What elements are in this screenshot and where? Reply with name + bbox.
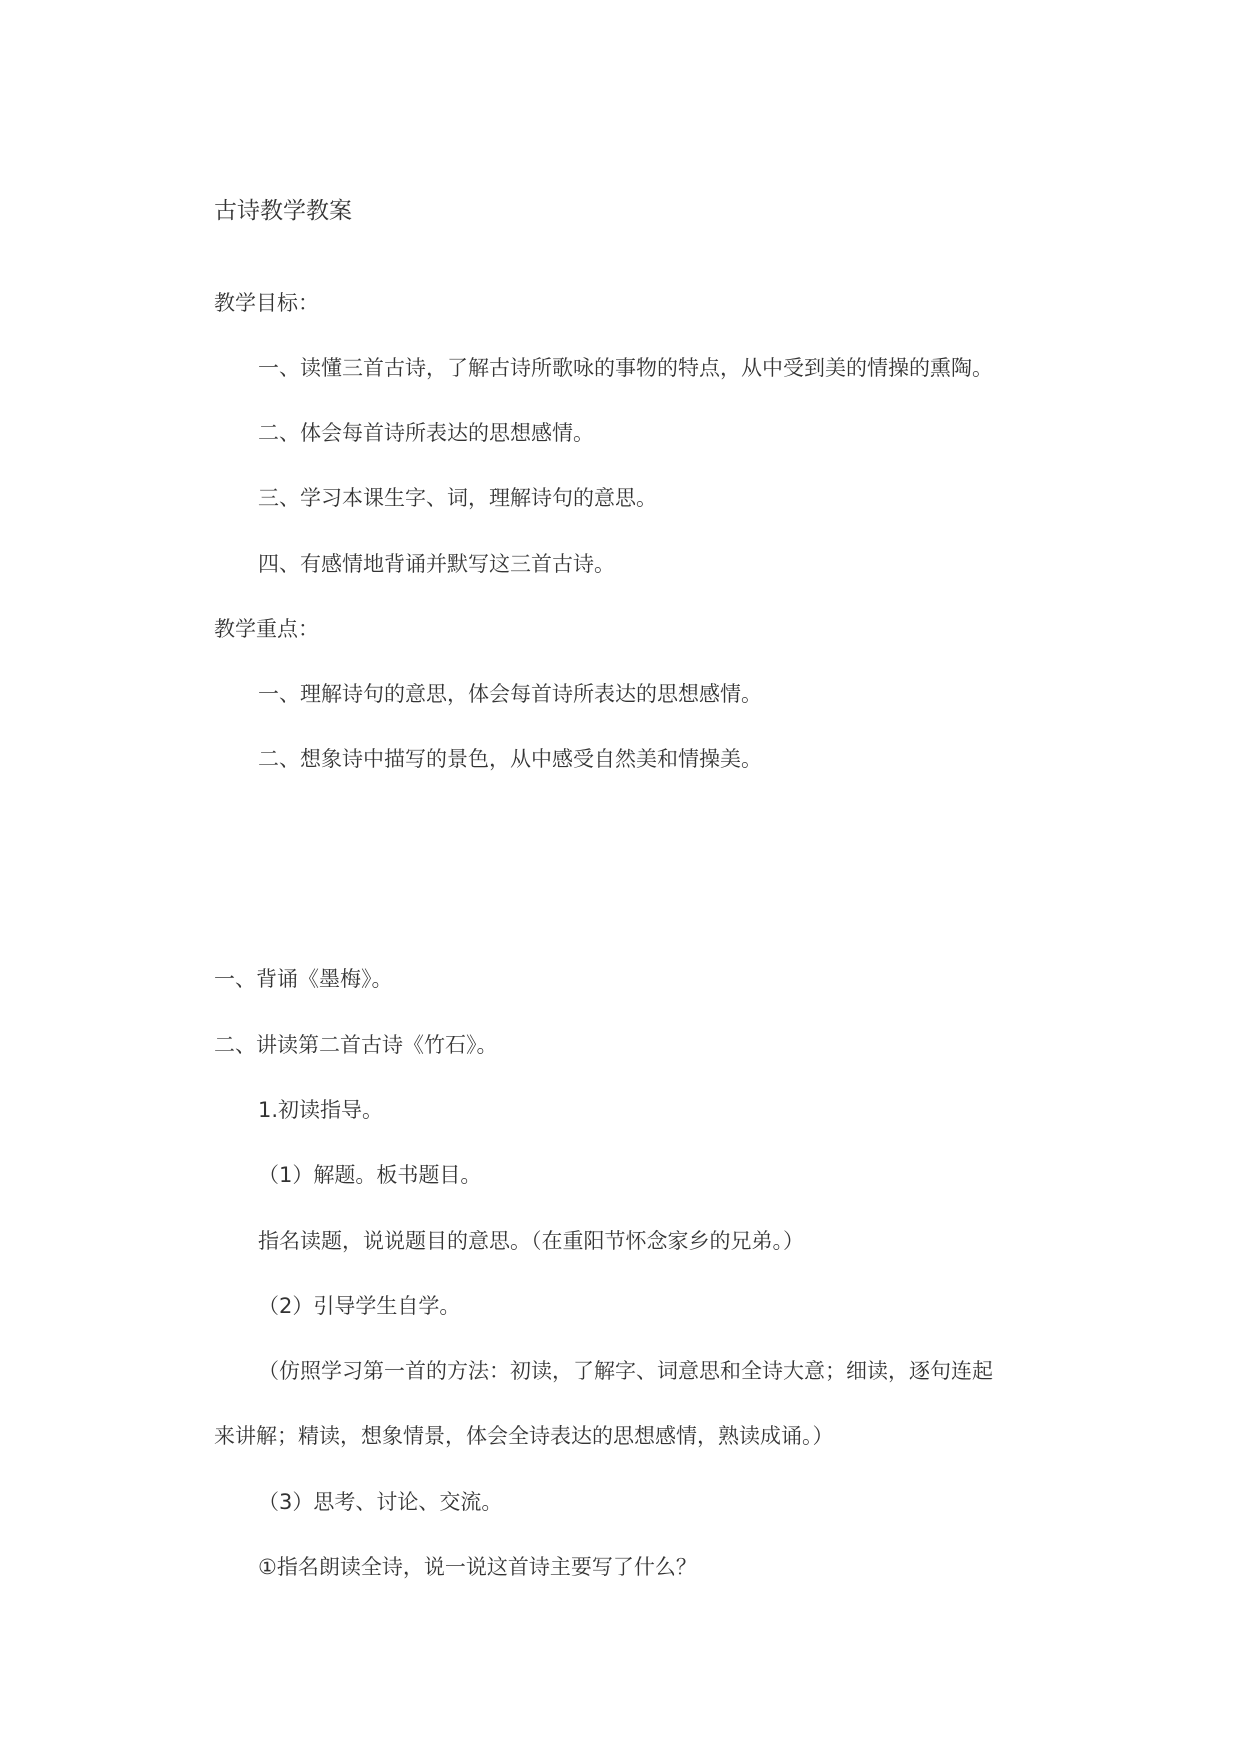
key-point-item-2: 二、想象诗中描写的景色，从中感受自然美和情操美。 (258, 747, 762, 771)
sub-step-2: （2）引导学生自学。 (258, 1294, 461, 1318)
question-1: ①指名朗读全诗，说一说这首诗主要写了什么？ (258, 1555, 697, 1579)
key-points-heading: 教学重点： (214, 617, 319, 641)
sub-step-2-detail-line1: （仿照学习第一首的方法：初读，了解字、词意思和全诗大意；细读，逐句连起 (258, 1359, 993, 1383)
process-step-1: 一、背诵《墨梅》。 (214, 967, 393, 991)
sub-step-2-detail-line2: 来讲解；精读，想象情景，体会全诗表达的思想感情，熟读成诵。） (214, 1424, 834, 1448)
objective-item-4: 四、有感情地背诵并默写这三首古诗。 (258, 552, 615, 576)
objectives-heading: 教学目标： (214, 291, 319, 315)
sub-step-3: （3）思考、讨论、交流。 (258, 1490, 503, 1514)
process-step-2: 二、讲读第二首古诗《竹石》。 (214, 1033, 498, 1057)
key-point-item-1: 一、理解诗句的意思，体会每首诗所表达的思想感情。 (258, 682, 762, 706)
sub-step-1: （1）解题。板书题目。 (258, 1163, 482, 1187)
sub-step-1-detail: 指名读题，说说题目的意思。（在重阳节怀念家乡的兄弟。） (258, 1229, 804, 1253)
reading-guide: 1.初读指导。 (258, 1098, 384, 1122)
document-title: 古诗教学教案 (214, 198, 352, 224)
objective-item-1: 一、读懂三首古诗，了解古诗所歌咏的事物的特点，从中受到美的情操的熏陶。 (258, 356, 993, 380)
objective-item-2: 二、体会每首诗所表达的思想感情。 (258, 421, 594, 445)
objective-item-3: 三、学习本课生字、词，理解诗句的意思。 (258, 486, 657, 510)
